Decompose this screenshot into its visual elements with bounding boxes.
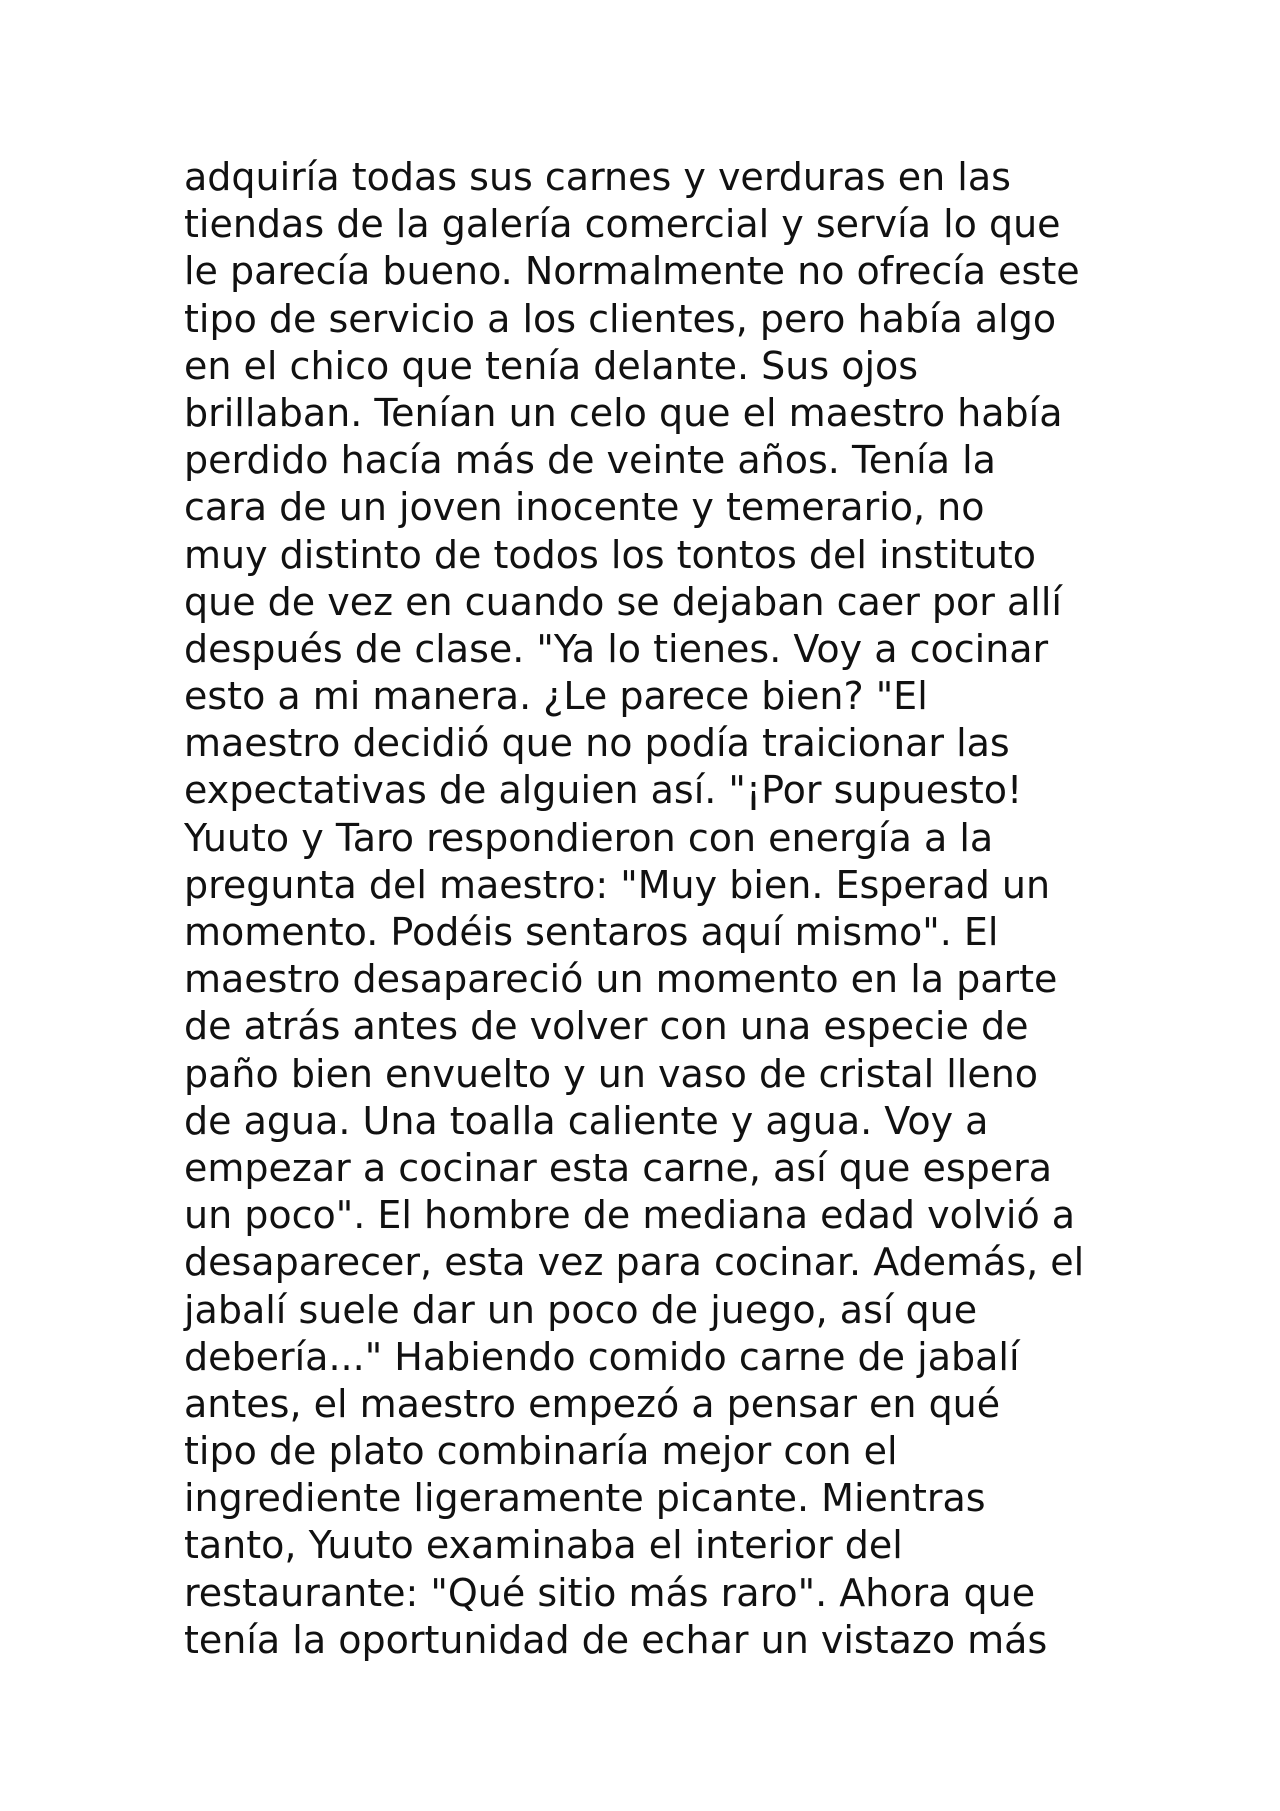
text-line: jabalí suele dar un poco de juego, así que — [184, 1287, 978, 1332]
text-line: de atrás antes de volver con una especie de — [184, 1004, 1029, 1049]
text-line: le parecía bueno. Normalmente no ofrecía este — [184, 249, 1080, 294]
text-line: momento. Podéis sentaros aquí mismo". El — [184, 910, 999, 954]
text-line: un poco". El hombre de mediana edad volvió a — [184, 1193, 1076, 1238]
text-line: tipo de servicio a los clientes, pero había algo — [184, 296, 1057, 341]
text-line: restaurante: "Qué sitio más raro". Ahora que — [184, 1570, 1036, 1615]
text-line: maestro decidió que no podía traicionar las — [184, 721, 1010, 766]
text-line: perdido hacía más de veinte años. Tenía la — [184, 438, 996, 483]
text-line: tanto, Yuuto examinaba el interior del — [184, 1523, 903, 1568]
text-line: antes, el maestro empezó a pensar en qué — [184, 1381, 1001, 1426]
text-line: debería..." Habiendo comido carne de jabalí — [184, 1334, 1020, 1379]
text-line: Yuuto y Taro respondieron con energía a la — [184, 815, 994, 860]
text-line: tipo de plato combinaría mejor con el — [184, 1429, 898, 1474]
body-text — [184, 154, 1144, 1664]
text-line: desaparecer, esta vez para cocinar. Además, el — [184, 1240, 1085, 1285]
text-line: adquiría todas sus carnes y verduras en las — [184, 155, 1011, 199]
text-line: tenía la oportunidad de echar un vistazo más — [184, 1617, 1048, 1662]
text-line: después de clase. "Ya lo tienes. Voy a cocinar — [184, 626, 1049, 671]
text-line: de agua. Una toalla caliente y agua. Voy a — [184, 1098, 989, 1143]
text-line: empezar a cocinar esta carne, así que espera — [184, 1145, 1053, 1190]
text-line: brillaban. Tenían un celo que el maestro había — [184, 390, 1063, 435]
text-line: que de vez en cuando se dejaban caer por allí — [184, 579, 1062, 624]
text-line: muy distinto de todos los tontos del instituto — [184, 532, 1036, 577]
text-line: paño bien envuelto y un vaso de cristal lleno — [184, 1051, 1039, 1096]
text-line: cara de un joven inocente y temerario, no — [184, 485, 985, 530]
text-line: ingrediente ligeramente picante. Mientras — [184, 1476, 986, 1521]
text-line: tiendas de la galería comercial y servía lo que — [184, 202, 1061, 247]
text-line: maestro desapareció un momento en la parte — [184, 957, 1058, 1002]
text-line: en el chico que tenía delante. Sus ojos — [184, 343, 919, 388]
text-line: expectativas de alguien así. "¡Por supuesto! — [184, 768, 1023, 813]
text-line: pregunta del maestro: "Muy bien. Esperad un — [184, 862, 1051, 907]
text-line: esto a mi manera. ¿Le parece bien? "El — [184, 674, 928, 719]
